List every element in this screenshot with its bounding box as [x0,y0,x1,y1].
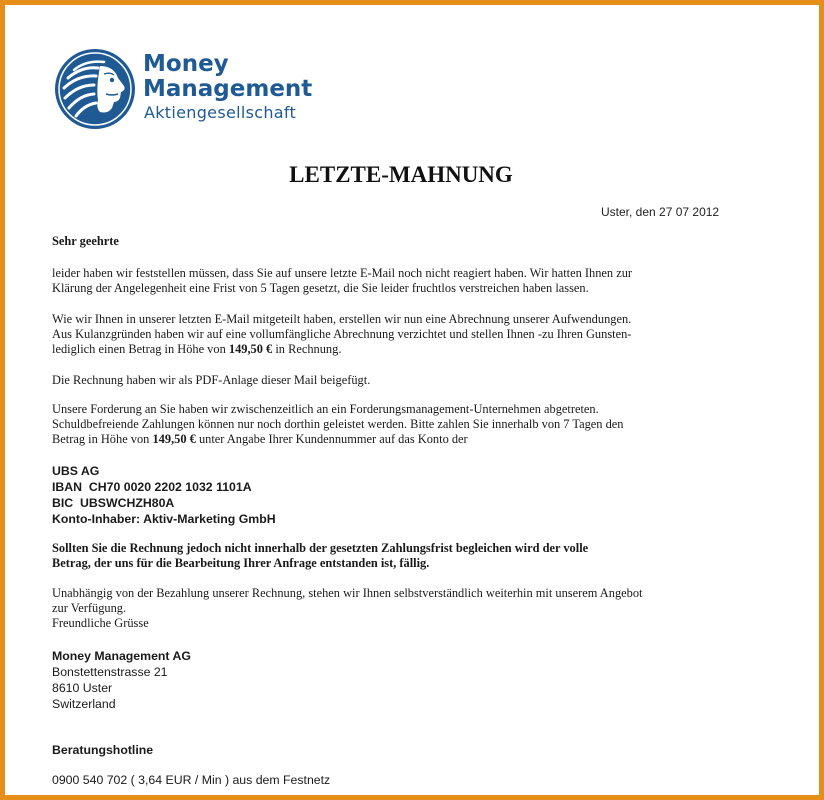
hotline-heading-text: Beratungshotline [52,743,154,757]
paragraph-4 [52,402,742,447]
paragraph-1 [52,266,742,296]
logo-name-line1: Money [143,51,229,77]
bank-details [52,463,742,527]
paragraph-2-line-2: Aus Kulanzgründen haben wir auf eine vollumfängliche Abrechnung verzichtet und stellen Ihnen -zu Ihren Gunsten- [52,327,632,341]
hotline-number [52,772,742,788]
logo-subtitle: Aktiengesellschaft [144,103,297,122]
closing-line-1: Unabhängig von der Bezahlung unserer Rechnung, stehen wir Ihnen selbstverständlich weiterhin mit unserem Angebot [52,586,643,600]
bank-bic: BIC UBSWCHZH80A [52,496,175,510]
warning-line-1: Sollten Sie die Rechnung jedoch nicht innerhalb der gesetzten Zahlungsfrist begleichen wird der volle [52,541,589,555]
salutation [52,234,742,249]
sender-street: Bonstettenstrasse 21 [52,665,168,679]
bank-name: UBS AG [52,464,100,478]
paragraph-4-line-3-post: unter Angabe Ihrer Kundennummer auf das Konto der [195,432,468,446]
paragraph-2-line-1: Wie wir Ihnen in unserer letzten E-Mail mitgeteilt haben, erstellen wir nun eine Abrechnung unserer Aufwendungen. [52,312,632,326]
paragraph-2-line-3-pre: lediglich einen Betrag in Höhe von [52,342,229,356]
paragraph-1-line-1: leider haben wir feststellen müssen, dass Sie auf unsere letzte E-Mail noch nicht reagiert haben. Wir hatten Ihnen zur [52,266,633,280]
paragraph-4-line-3-pre: Betrag in Höhe von [52,432,153,446]
paragraph-3 [52,373,742,388]
sender-company: Money Management AG [52,649,191,663]
letter-title: LETZTE-MAHNUNG [289,162,513,187]
closing-line-2: zur Verfügung. [52,601,127,615]
hotline-number-text: 0900 540 702 ( 3,64 EUR / Min ) aus dem Festnetz [52,773,331,787]
sender-city: 8610 Uster [52,681,113,695]
place-date: Uster, den 27 07 2012 [601,205,720,219]
amount-2: 149,50 € [152,432,196,446]
logo-name-line2: Management [143,76,313,102]
amount-1: 149,50 € [228,342,273,356]
warning-line-2: Betrag, der uns für die Bearbeitung Ihrer Anfrage entstanden ist, fällig. [52,556,430,570]
bank-iban: IBAN CH70 0020 2202 1032 1101A [52,480,252,494]
closing-paragraph [52,586,742,631]
hotline-heading [52,742,742,758]
sender-address [52,648,742,712]
salutation-text: Sehr geehrte [52,234,119,248]
sender-country: Switzerland [52,697,116,711]
paragraph-1-line-2: Klärung der Angelegenheit eine Frist von 5 Tagen gesetzt, die Sie leider fruchtlos verstreichen haben lassen. [52,281,589,295]
paragraph-4-line-1: Unsere Forderung an Sie haben wir zwischenzeitlich an ein Forderungsmanagement-Unternehmen abgetreten. [52,402,599,416]
closing-greeting: Freundliche Grüsse [52,616,149,630]
lion-head-icon [54,48,136,130]
paragraph-2 [52,312,742,357]
bank-holder: Konto-Inhaber: Aktiv-Marketing GmbH [52,512,276,526]
paragraph-3-line-1: Die Rechnung haben wir als PDF-Anlage dieser Mail beigefügt. [52,373,371,387]
paragraph-2-line-3 [52,342,742,357]
paragraph-4-line-3 [52,432,742,447]
paragraph-2-line-3-post: in Rechnung. [272,342,342,356]
paragraph-4-line-2: Schuldbefreiende Zahlungen können nur noch dorthin geleistet werden. Bitte zahlen Sie innerhalb von 7 Tagen den [52,417,624,431]
warning-paragraph [52,541,742,571]
